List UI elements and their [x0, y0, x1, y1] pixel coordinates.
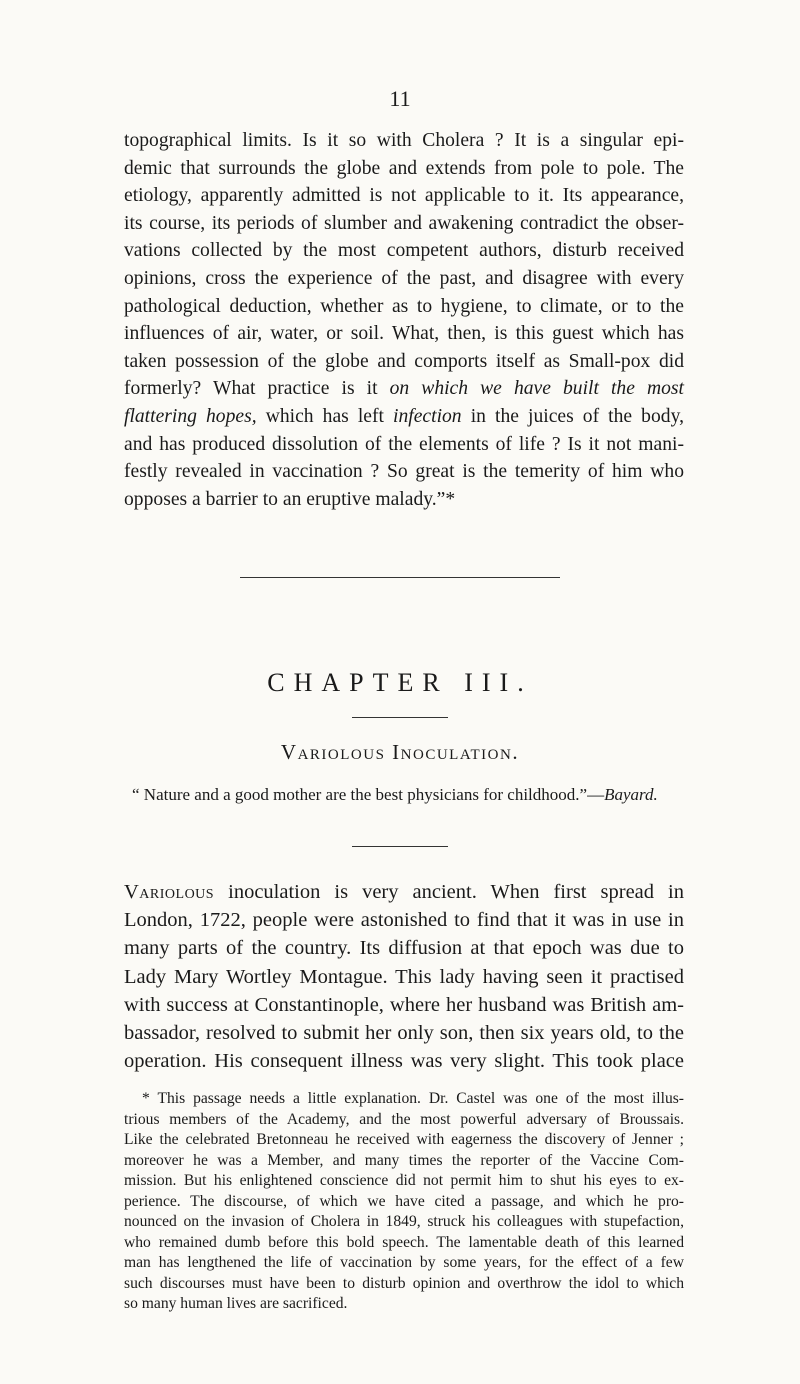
continuation-paragraph [124, 127, 684, 513]
text-fragment: inoculation is very ancient. When first spread in [228, 881, 684, 903]
opening-word: Variolous [124, 881, 215, 903]
footnote-line: trious members of the Academy, and the most powerful adversary of Broussais. [124, 1110, 684, 1128]
text-line: pathological deduction, whether as to hygiene, to climate, or to the [124, 295, 684, 317]
text-line: influences of air, water, or soil. What, then, is this guest which has [124, 323, 684, 345]
section-title: Variolous Inoculation. [280, 740, 520, 764]
section-divider [240, 577, 560, 578]
text-line: festly revealed in vaccination ? So great is the temerity of him who [124, 461, 684, 483]
page-number: 11 [389, 86, 411, 111]
text-line: topographical limits. Is it so with Cholera ? It is a singular epi- [124, 130, 684, 151]
section-paragraph [124, 878, 684, 1075]
italic-phrase: infection [393, 405, 462, 427]
text-line: taken possession of the globe and comports itself as Small-pox did [124, 350, 684, 372]
epigraph [132, 785, 692, 805]
footnote-line: nounced on the invasion of Cholera in 1849, struck his colleagues with stupefaction, [124, 1213, 684, 1230]
text-fragment: which has left [265, 405, 384, 427]
text-line: opposes a barrier to an eruptive malady.”* [124, 488, 456, 510]
text-line: and has produced dissolution of the elements of life ? Is it not mani- [124, 433, 684, 455]
footnote [124, 1089, 684, 1315]
footnote-line: who remained dumb before this bold speech. The lamentable death of this learned [124, 1233, 684, 1251]
italic-phrase: flattering hopes, [124, 405, 257, 427]
text-line: many parts of the country. Its diffusion at that epoch was due to [124, 937, 684, 960]
footnote-line: moreover he was a Member, and many times the reporter of the Vaccine Com- [124, 1151, 684, 1169]
epigraph-attribution: Bayard. [604, 785, 658, 804]
text-line: London, 1722, people were astonished to find that it was in use in [124, 909, 684, 932]
footnote-line: mission. But his enlightened conscience did not permit him to shut his eyes to ex- [124, 1172, 684, 1189]
text-line [124, 375, 684, 403]
text-line: with success at Constantinople, where her husband was British am- [124, 993, 684, 1016]
footnote-line: * This passage needs a little explanation. Dr. Castel was one of the most illus- [142, 1090, 684, 1107]
text-line: opinions, cross the experience of the past, and disagree with every [124, 267, 684, 289]
text-line: its course, its periods of slumber and awakening contradict the obser- [124, 212, 684, 234]
footnote-line: so many human lives are sacrificed. [124, 1295, 348, 1312]
text-line [124, 403, 684, 431]
text-line: etiology, apparently admitted is not applicable to it. Its appearance, [124, 185, 684, 207]
title-underline [352, 717, 448, 718]
epigraph-quote: “ Nature and a good mother are the best physicians for childhood.”— [132, 785, 605, 804]
text-fragment: in the juices of the body, [470, 405, 684, 427]
text-line: vations collected by the most competent authors, disturb received [124, 240, 684, 262]
text-line: Lady Mary Wortley Montague. This lady having seen it practised [124, 965, 684, 988]
text-line: operation. His consequent illness was very slight. This took place [124, 1050, 684, 1073]
text-line: bassador, resolved to submit her only son, then six years old, to the [124, 1022, 684, 1045]
text-fragment: formerly? What practice is it [124, 378, 378, 400]
footnote-line: man has lengthened the life of vaccination by some years, for the effect of a few [124, 1254, 684, 1271]
chapter-title: CHAPTER III. [267, 668, 533, 697]
text-line: demic that surrounds the globe and extends from pole to pole. The [124, 157, 684, 179]
footnote-line: such discourses must have been to disturb opinion and overthrow the idol to which [124, 1274, 684, 1292]
text-line [124, 878, 684, 906]
footnote-line: Like the celebrated Bretonneau he received with eagerness the discovery of Jenner ; [124, 1131, 684, 1148]
italic-phrase: on which we have built the most [389, 378, 684, 400]
footnote-line: perience. The discourse, of which we have cited a passage, and which he pro- [124, 1192, 684, 1210]
epigraph-divider [352, 846, 448, 847]
